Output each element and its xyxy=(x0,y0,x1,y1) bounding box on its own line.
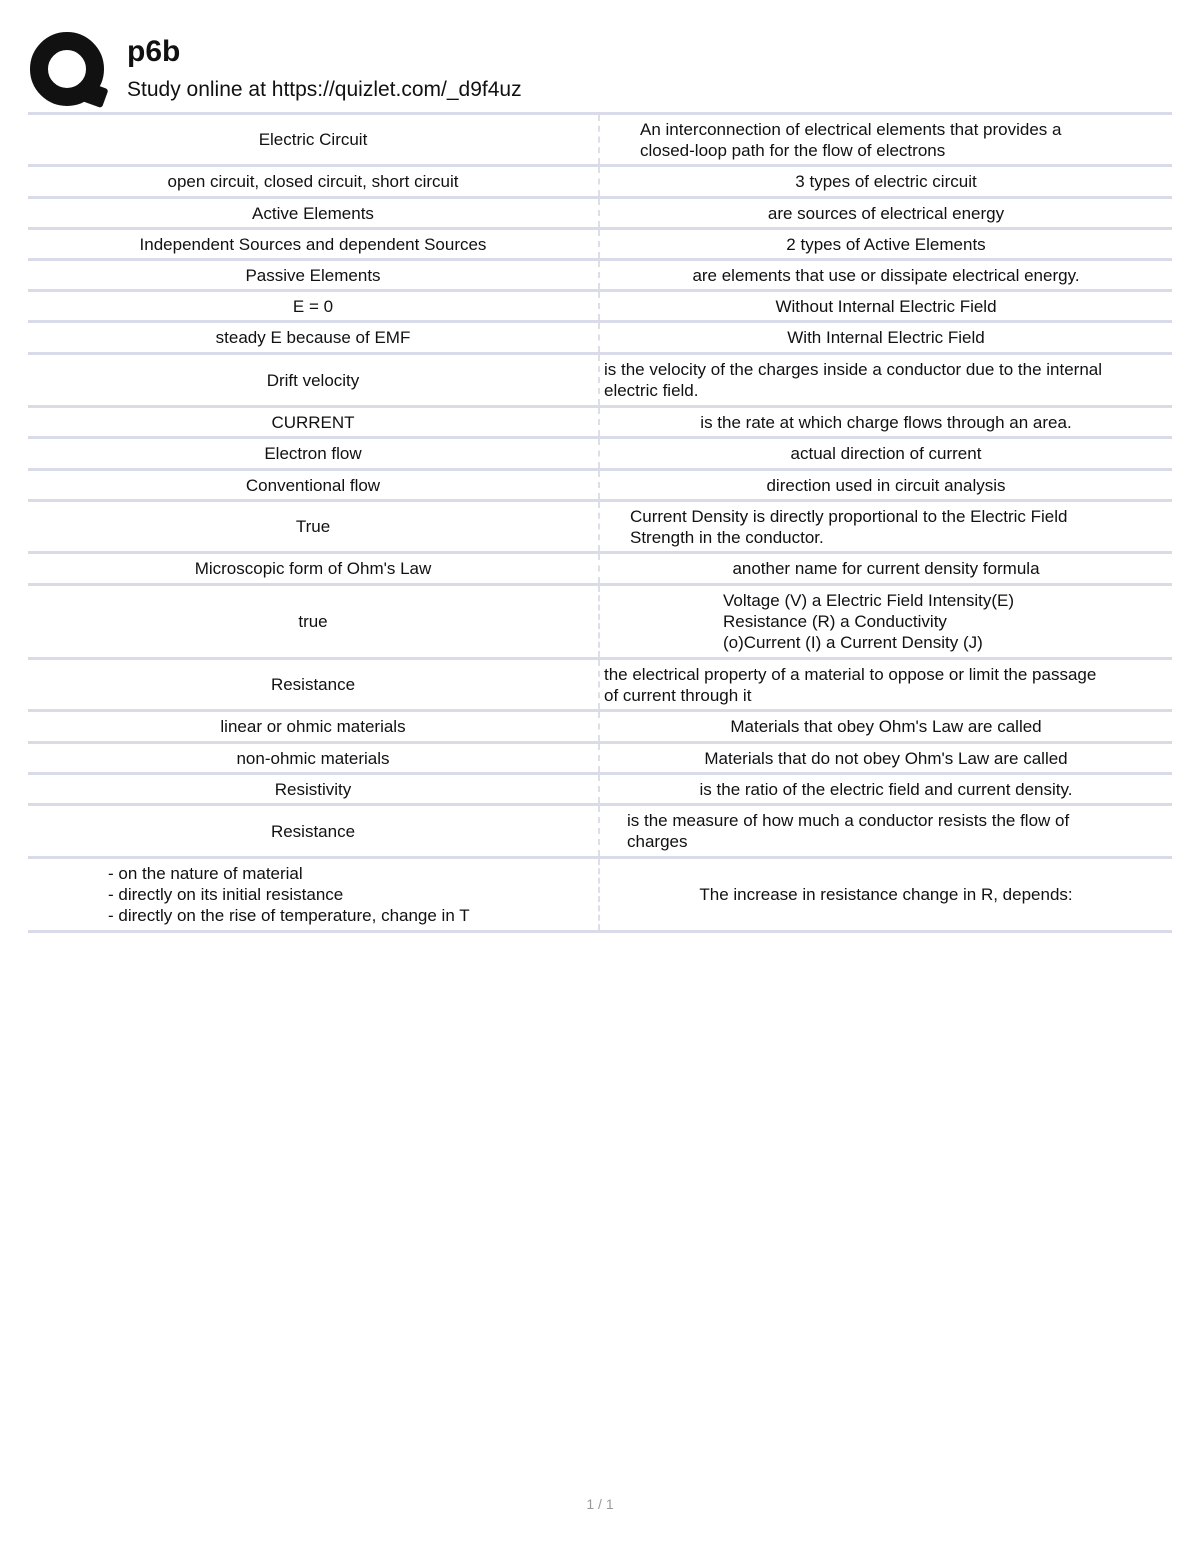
definition-cell: the electrical property of a material to oppose or limit the passage of current through it xyxy=(604,664,1097,705)
term-cell: - on the nature of material - directly on its initial resistance - directly on the rise of temperature, change in T xyxy=(28,859,600,930)
table-row xyxy=(28,230,1172,261)
term-cell: non-ohmic materials xyxy=(28,744,600,772)
quizlet-logo-icon xyxy=(30,32,108,108)
table-row xyxy=(28,355,1172,408)
table-row xyxy=(28,167,1172,199)
definition-cell: Voltage (V) a Electric Field Intensity(E) Resistance (R) a Conductivity (o)Current (I) a Current Density (J) xyxy=(723,591,1015,652)
term-cell: Electron flow xyxy=(28,439,600,468)
term-cell: CURRENT xyxy=(28,408,600,436)
term-cell: Microscopic form of Ohm's Law xyxy=(28,554,600,583)
table-row xyxy=(28,292,1172,323)
definition-cell: With Internal Electric Field xyxy=(787,328,985,347)
term-cell: Electric Circuit xyxy=(28,115,600,164)
table-row xyxy=(28,806,1172,859)
table-row xyxy=(28,408,1172,439)
definition-cell: direction used in circuit analysis xyxy=(766,475,1006,495)
term-cell: E = 0 xyxy=(28,292,600,320)
definition-cell: Current Density is directly proportional to the Electric Field Strength in the conductor. xyxy=(630,506,1068,547)
table-row xyxy=(28,744,1172,775)
page-title: p6b xyxy=(127,35,181,68)
term-cell: Resistivity xyxy=(28,775,600,803)
table-row xyxy=(28,554,1172,586)
page-number: 1 / 1 xyxy=(586,1496,614,1512)
definition-cell: 3 types of electric circuit xyxy=(795,172,977,191)
table-row xyxy=(28,261,1172,292)
definition-cell: 2 types of Active Elements xyxy=(786,234,986,254)
term-cell: true xyxy=(28,586,600,657)
term-cell: linear or ohmic materials xyxy=(28,712,600,741)
definition-cell: is the ratio of the electric field and current density. xyxy=(699,779,1073,799)
definition-cell: another name for current density formula xyxy=(732,559,1040,578)
page-subtitle: Study online at https://quizlet.com/_d9f4uz xyxy=(127,78,522,101)
definition-cell: Materials that obey Ohm's Law are called xyxy=(730,717,1042,736)
term-cell: Independent Sources and dependent Sources xyxy=(28,230,600,258)
table-row xyxy=(28,586,1172,660)
definition-cell: is the rate at which charge flows through an area. xyxy=(700,412,1072,432)
table-row xyxy=(28,439,1172,471)
term-cell: Resistance xyxy=(28,660,600,709)
definition-cell: The increase in resistance change in R, depends: xyxy=(699,885,1073,904)
term-cell: steady E because of EMF xyxy=(28,323,600,352)
flashcard-table xyxy=(28,112,1172,933)
table-row xyxy=(28,471,1172,502)
definition-cell: actual direction of current xyxy=(790,444,982,463)
definition-cell: Materials that do not obey Ohm's Law are called xyxy=(704,748,1068,768)
definition-cell: is the measure of how much a conductor resists the flow of charges xyxy=(627,811,1070,851)
table-row xyxy=(28,660,1172,712)
table-row xyxy=(28,199,1172,230)
table-row xyxy=(28,323,1172,355)
definition-cell: is the velocity of the charges inside a conductor due to the internal electric field. xyxy=(604,360,1103,400)
term-cell: open circuit, closed circuit, short circuit xyxy=(28,167,600,196)
term-cell: Resistance xyxy=(28,806,600,856)
definition-cell: Without Internal Electric Field xyxy=(775,296,997,316)
term-cell: Drift velocity xyxy=(28,355,600,405)
table-row xyxy=(28,115,1172,167)
definition-cell: are sources of electrical energy xyxy=(767,203,1005,223)
table-row xyxy=(28,712,1172,744)
term-cell: True xyxy=(28,502,600,551)
table-row xyxy=(28,775,1172,806)
term-cell: Active Elements xyxy=(28,199,600,227)
table-row xyxy=(28,859,1172,933)
definition-cell: are elements that use or dissipate electrical energy. xyxy=(692,265,1080,285)
page-header xyxy=(28,30,1172,110)
term-cell: Passive Elements xyxy=(28,261,600,289)
definition-cell: An interconnection of electrical elements that provides a closed-loop path for the flow of electrons xyxy=(640,119,1062,160)
term-cell: Conventional flow xyxy=(28,471,600,499)
table-row xyxy=(28,502,1172,554)
